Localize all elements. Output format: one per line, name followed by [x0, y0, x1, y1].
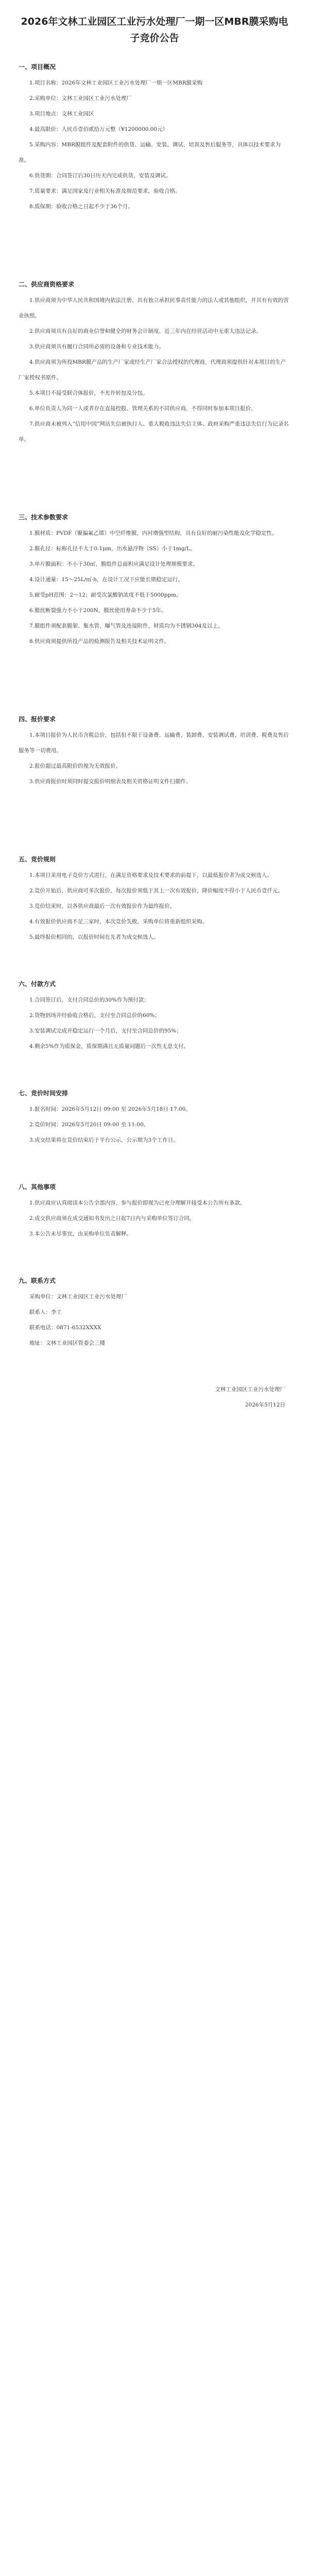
paragraph: 2.竞价时间：2026年5月20日 09:00 至 11:00。 [29, 1122, 149, 1128]
closing-signature [19, 1382, 290, 1413]
contact-line: 采购单位：文林工业园区工业污水处理厂 [29, 1294, 127, 1300]
section-supplier-qualification [19, 276, 290, 447]
paragraph: 3.本公告未尽事宜，由采购单位负责解释。 [29, 1231, 132, 1237]
paragraph: 1.报名时间：2026年5月12日 09:00 至 2026年5月18日 17:00。 [29, 1106, 191, 1112]
paragraph: 4.供应商须为所投MBR膜产品的生产厂家或经生产厂家合法授权的代理商，代理商须提供针对本项目的生产厂家授权书原件。 [19, 359, 286, 381]
section-bidding-rules [19, 851, 290, 945]
paragraph: 8.质保期：验收合格之日起不少于36个月。 [29, 204, 133, 210]
section-schedule [19, 1085, 290, 1148]
paragraph: 1.供应商应认真阅读本公告全部内容，参与报价即视为已充分理解并接受本公告所有条款。 [29, 1200, 246, 1206]
paragraph: 2.膜孔径：标称孔径不大于0.1μm，出水悬浮物（SS）小于1mg/L。 [29, 546, 196, 552]
section-project-overview [19, 59, 290, 214]
issuing-organization: 文林工业园区工业污水处理厂 [215, 1386, 285, 1393]
section-heading: 一、项目概况 [19, 63, 56, 71]
section-heading: 八、其他事项 [19, 1183, 56, 1191]
section-heading: 四、报价要求 [19, 716, 56, 723]
paragraph: 3.竞价结束时，以各供应商最后一次有效报价作为最终报价。 [29, 903, 176, 909]
paragraph: 6.单位负责人为同一人或者存在直接控股、管理关系的不同供应商，不得同时参加本项目报价。 [29, 405, 256, 412]
paragraph: 1.膜材质：PVDF（聚偏氟乙烯）中空纤维膜，内衬增强型结构，具有良好的耐污染性能及化学稳定性。 [29, 530, 278, 536]
issue-date: 2026年5月12日 [245, 1402, 285, 1408]
paragraph: 7.膜组件须配套膜架、集水管、曝气管及连接附件，材质均为不锈钢304及以上。 [29, 623, 224, 629]
paragraph: 3.成交结果将在竞价结束后于平台公示，公示期为3个工作日。 [29, 1137, 179, 1143]
paragraph: 5.采购内容：MBR膜组件及配套附件的供货、运输、安装、调试、培训及售后服务等，具体以技术要求为准。 [19, 142, 281, 163]
paragraph: 4.剩余5%作为质保金，质保期满且无质量问题后一次性无息支付。 [29, 1043, 190, 1049]
paragraph: 1.本项目报价为人民币含税总价，包括但不限于设备费、运输费、装卸费、安装调试费、培训费、税费及售后服务等一切费用。 [19, 732, 289, 754]
section-heading: 二、供应商资格要求 [19, 281, 75, 288]
paragraph: 1.合同签订后，支付合同总价的30%作为预付款； [29, 997, 149, 1003]
paragraph: 4.最高限价：人民币壹佰贰拾万元整（¥1200000.00元） [29, 126, 168, 132]
paragraph: 2.报价超过最高限价的视为无效报价。 [29, 763, 122, 769]
paragraph: 6.膜丝断裂强力不小于200N，膜丝使用寿命不少于5年。 [29, 607, 167, 614]
paragraph: 2.货物到场并经验收合格后，支付至合同总价的60%； [29, 1012, 160, 1019]
paragraph: 3.单片膜面积：不小于30㎡，膜组件总面积应满足设计处理规模要求。 [29, 561, 198, 567]
paragraph: 3.项目地点：文林工业园区 [29, 111, 94, 117]
paragraph: 7.供应商未被列入“信用中国”网站失信被执行人、重大税收违法失信主体、政府采购严重违法失信行为记录名单。 [19, 421, 289, 443]
paragraph: 2.成交供应商须在成交通知书发出之日起7日内与采购单位签订合同。 [29, 1215, 195, 1222]
section-quotation-requirements [19, 711, 290, 789]
paragraph: 1.项目名称：2026年文林工业园区工业污水处理厂一期一区MBR膜采购 [29, 80, 203, 86]
section-other-matters [19, 1179, 290, 1242]
paragraph: 1.供应商须为中华人民共和国境内依法注册、具有独立承担民事责任能力的法人或其他组织，并具有有效的营业执照。 [19, 297, 289, 319]
page-title: 2026年文林工业园区工业污水处理厂一期一区MBR膜采购电子竞价公告 [21, 16, 288, 44]
section-technical-parameters [19, 509, 290, 649]
section-heading: 七、竞价时间安排 [19, 1090, 68, 1097]
paragraph: 3.安装调试完成并稳定运行一个月后，支付至合同总价的95%； [29, 1028, 182, 1034]
section-heading: 三、技术参数要求 [19, 514, 68, 521]
paragraph: 5.最终报价相同的，以报价时间在先者为成交候选人。 [29, 934, 159, 940]
paragraph: 1.本项目采用电子竞价方式进行，在满足资格要求及技术要求的前提下，以最低报价者为成交候选人。 [29, 872, 273, 878]
paragraph: 2.竞价开始后，供应商可多次报价，每次报价须低于其上一次有效报价，降价幅度不得小于人民币壹仟元。 [29, 888, 284, 894]
section-contact [19, 1273, 290, 1351]
section-heading: 六、付款方式 [19, 980, 56, 988]
paragraph: 2.采购单位：文林工业园区工业污水处理厂 [29, 95, 132, 101]
paragraph: 5.本项目不接受联合体报价，不允许转包及分包。 [29, 390, 148, 396]
paragraph: 2.供应商须具有良好的商业信誉和健全的财务会计制度，近三年内在经营活动中无重大违法记录。 [29, 328, 262, 334]
paragraph: 3.供应商报价时须同时提交报价明细表及相关资格证明文件扫描件。 [29, 778, 192, 785]
paragraph: 3.供应商须具有履行合同所必需的设备和专业技术能力。 [29, 344, 165, 350]
paragraph: 4.设计通量：15～25L/㎡·h，在设计工况下应能长期稳定运行。 [29, 577, 183, 583]
section-payment-terms [19, 976, 290, 1054]
contact-line: 联系人：李工 [29, 1309, 62, 1315]
contact-line: 地址：文林工业园区管委会三楼 [29, 1340, 105, 1346]
paragraph: 4.有效报价供应商不足三家时，本次竞价失败，采购单位将重新组织采购。 [29, 919, 208, 925]
section-heading: 五、竞价规则 [19, 856, 56, 863]
paragraph: 7.质量要求：满足国家及行业相关标准及规范要求，验收合格。 [29, 188, 181, 194]
contact-line: 联系电话：0871-6532XXXX [29, 1325, 101, 1331]
paragraph: 6.供货期：合同签订后30日历天内完成供货、安装及调试。 [29, 173, 171, 179]
paragraph: 8.供应商须提供所投产品的检测报告及相关技术证明文件。 [29, 638, 170, 645]
section-heading: 九、联系方式 [19, 1277, 56, 1284]
paragraph: 5.耐受pH范围：2～12；耐受次氯酸钠浓度不低于5000ppm。 [29, 592, 182, 598]
